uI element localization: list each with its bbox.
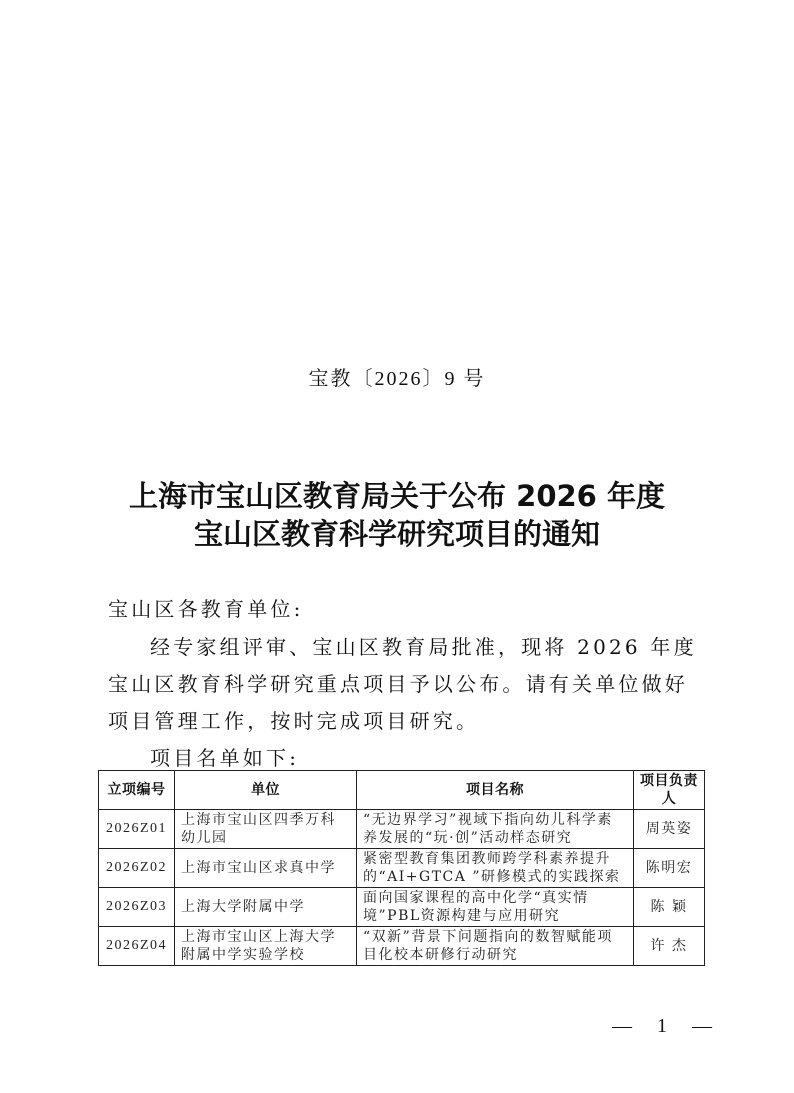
header-code: 立项编号: [99, 771, 175, 810]
cell-leader: 周英姿: [634, 810, 705, 849]
cell-code: 2026Z04: [99, 927, 175, 966]
cell-unit: 上海市宝山区求真中学: [175, 849, 357, 888]
cell-unit: 上海市宝山区上海大学附属中学实验学校: [175, 927, 357, 966]
cell-leader: 许 杰: [634, 927, 705, 966]
table-row: [99, 888, 705, 927]
document-title-line-1: 上海市宝山区教育局关于公布 2026 年度: [129, 479, 665, 513]
salutation: 宝山区各教育单位:: [108, 597, 304, 621]
cell-project: “无边界学习”视域下指向幼儿科学素养发展的“玩·创”活动样态研究: [357, 810, 634, 849]
cell-code: 2026Z01: [99, 810, 175, 849]
projects-table: [98, 770, 705, 966]
cell-project: “双新”背景下问题指向的数智赋能项目化校本研修行动研究: [357, 927, 634, 966]
header-leader: 项目负责人: [634, 771, 705, 810]
cell-unit: 上海市宝山区四季万科幼儿园: [175, 810, 357, 849]
cell-project: 面向国家课程的高中化学“真实情境”PBL资源构建与应用研究: [357, 888, 634, 927]
table-header-row: [99, 771, 705, 810]
list-intro: 项目名单如下:: [150, 746, 300, 770]
header-project: 项目名称: [357, 771, 634, 810]
cell-code: 2026Z03: [99, 888, 175, 927]
document-number: 宝教〔2026〕9 号: [308, 368, 486, 390]
header-unit: 单位: [175, 771, 357, 810]
cell-unit: 上海大学附属中学: [175, 888, 357, 927]
table-row: [99, 810, 705, 849]
cell-project: 紧密型教育集团教师跨学科素养提升的“AI+GTCA ”研修模式的实践探索: [357, 849, 634, 888]
page-number: — 1 —: [612, 1015, 722, 1037]
body-paragraph: 经专家组评审、宝山区教育局批准，现将 2026 年度宝山区教育科学研究重点项目予以公布。请有关单位做好项目管理工作，按时完成项目研究。: [108, 635, 697, 733]
cell-leader: 陈 颖: [634, 888, 705, 927]
cell-leader: 陈明宏: [634, 849, 705, 888]
table-row: [99, 849, 705, 888]
table-row: [99, 927, 705, 966]
cell-code: 2026Z02: [99, 849, 175, 888]
document-title-line-2: 宝山区教育科学研究项目的通知: [193, 517, 600, 551]
